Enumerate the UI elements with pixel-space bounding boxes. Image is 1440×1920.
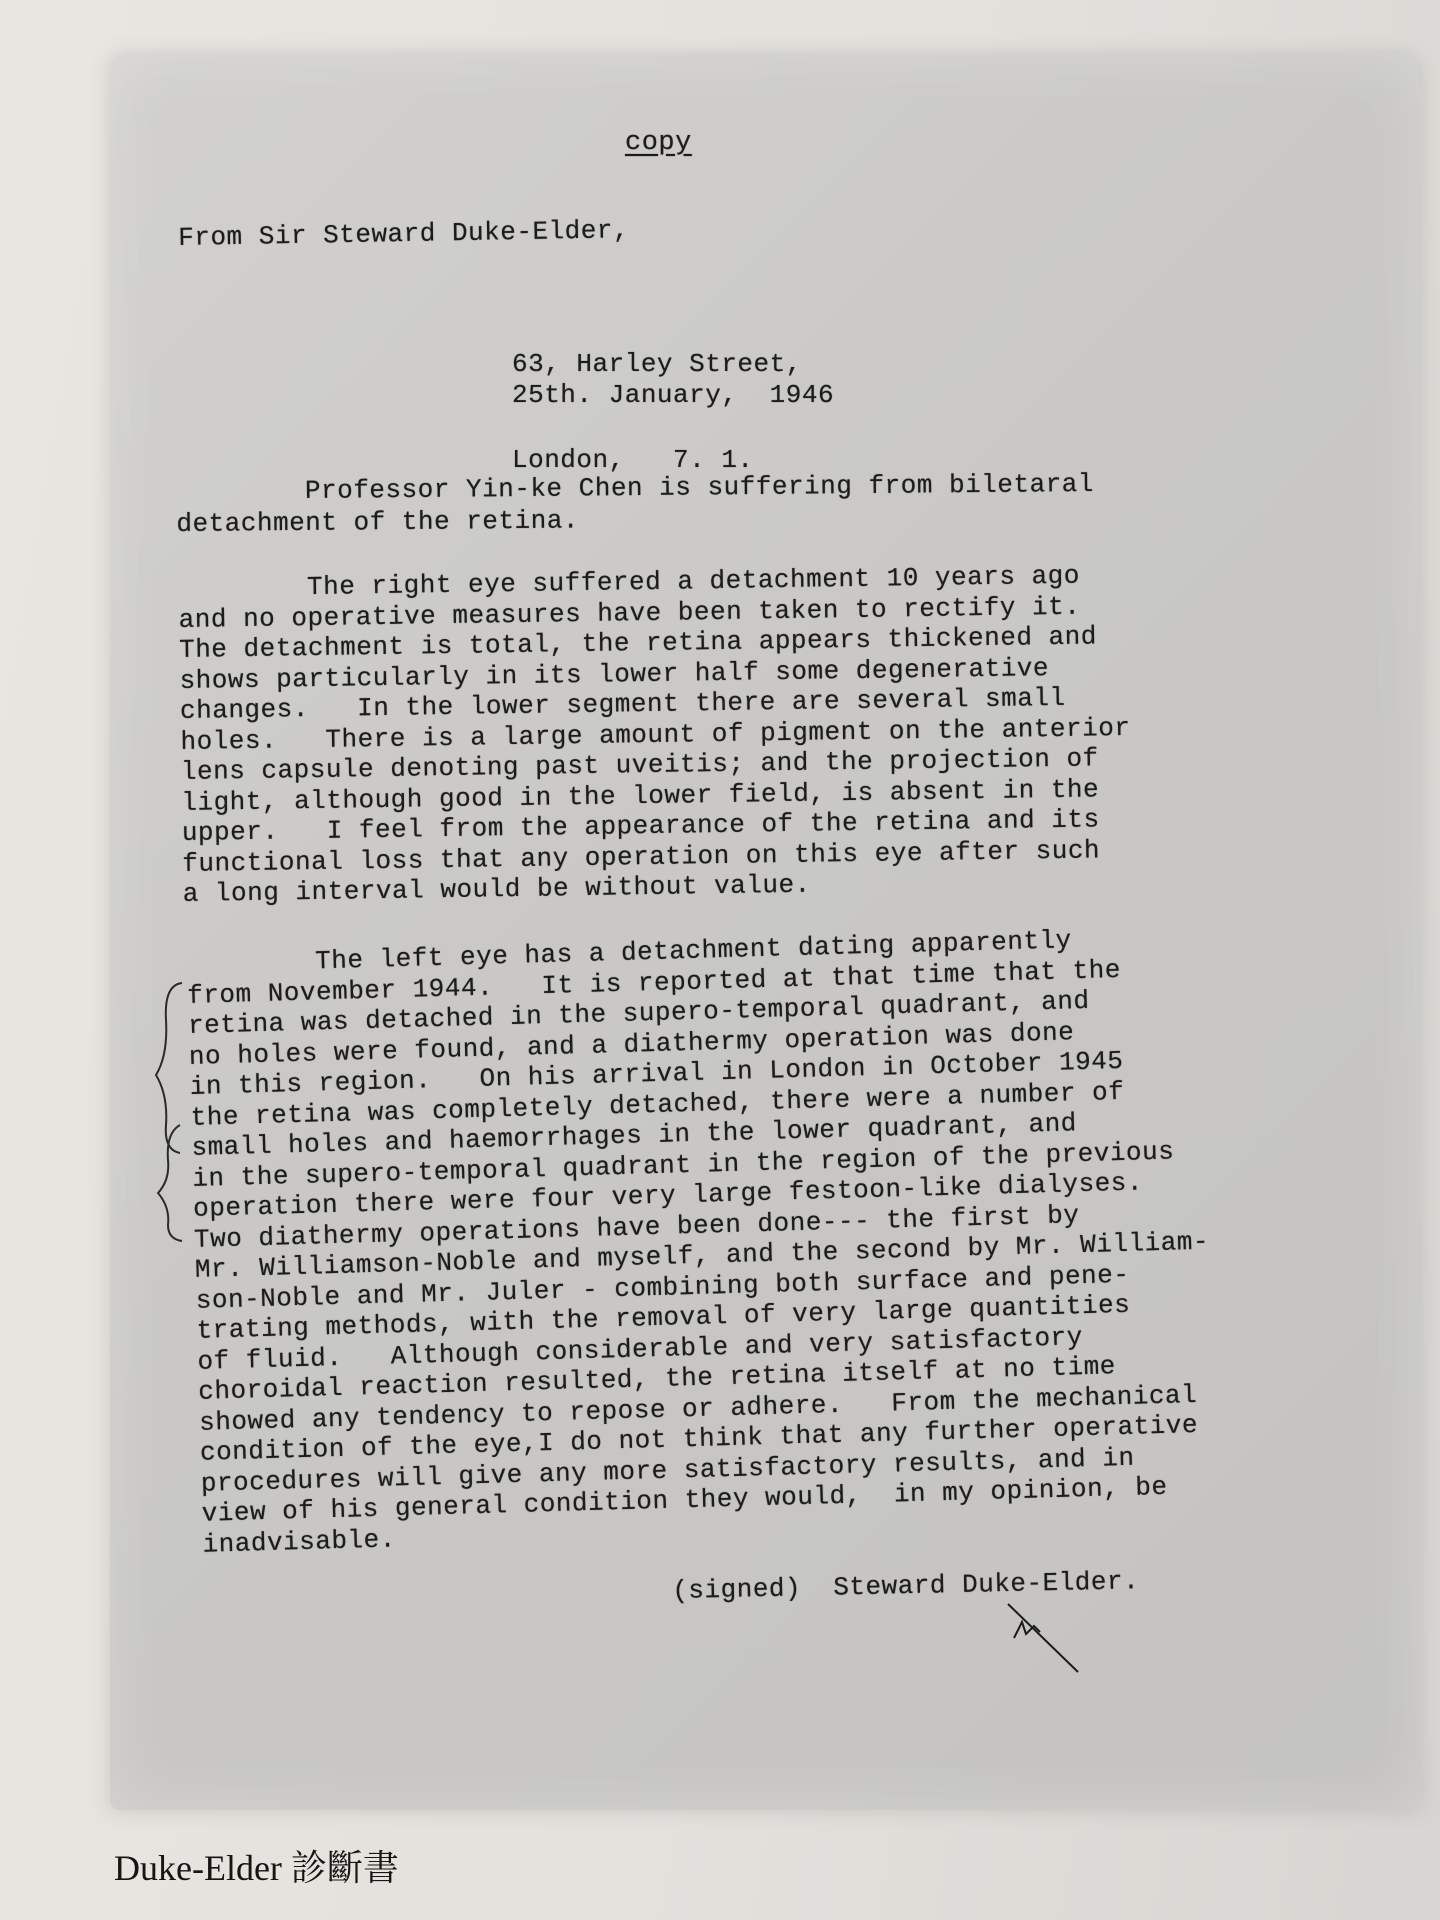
figure-caption: Duke-Elder 診斷書	[114, 1848, 399, 1888]
letter-date: 25th. January, 1946	[512, 380, 835, 410]
signature-line: (signed) Steward Duke-Elder.	[672, 1566, 1140, 1606]
handwritten-initial-mark	[1000, 1600, 1090, 1680]
copy-heading: copy	[625, 128, 692, 158]
body-paragraph-2: The right eye suffered a detachment 10 years ago and no operative measures have been taken to rectify it. The detachment is total, the retina appears thickened and shows particularly in its lower half some degenerative changes. In the lower segment there are several small holes. There is a large amount of pigment on the anterior lens capsule denoting past uveitis; and the projection of light, although good in the lower field, is absent in the upper. I feel from the appearance of the retina and its functional loss that any operation on this eye after such a long interval would be without value.	[178, 560, 1131, 909]
body-paragraph-3: The left eye has a detachment dating apparently from November 1944. It is reported at that time that the retina was detached in the supero-temporal quadrant, and no holes were found, and a diathermy operation was done in this region. On his arrival in London in October 1945 the retina was completely detached, there were a number of small holes and haemorrhages in the lower quadrant, and in the supero-temporal quadrant in the region of the previous operation there were four very large festoon-like dialyses. Two diathermy operations have been done--- the first by Mr. Williamson-Noble and myself, and the second by Mr. William- son-Noble and Mr. Juler - combining both surface and pene- trating methods, with the removal of very large quantities of fluid. Although considerable and very satisfactory choroidal reaction resulted, the retina itself at no time showed any tendency to repose or adhere. From the mechanical condition of the eye,I do not think that any further operative procedures will give any more satisfactory results, and in view of his general condition they would, in my opinion, be inadvisable.	[186, 925, 1210, 1560]
sender-line: From Sir Steward Duke-Elder,	[178, 215, 630, 253]
body-paragraph-1: Professor Yin-ke Chen is suffering from biletaral detachment of the retina.	[176, 468, 1095, 539]
margin-bracket-marks	[150, 975, 200, 1245]
address-city: London, 7. 1.	[512, 445, 754, 475]
address-street: 63, Harley Street,	[512, 349, 802, 379]
